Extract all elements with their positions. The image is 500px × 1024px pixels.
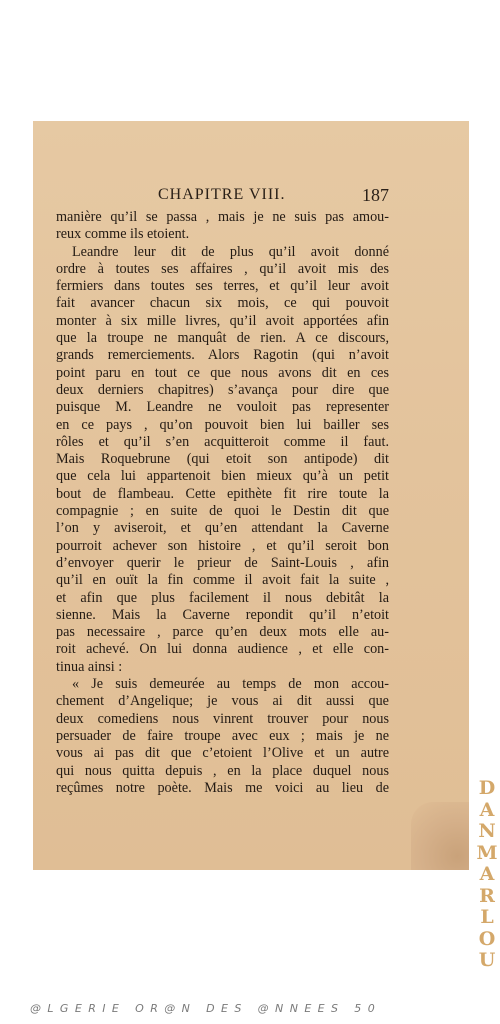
text-line: tinua ainsi :: [56, 658, 123, 675]
text-line: vous ai pas dit que c’etoient l’Olive et un autre: [56, 745, 389, 762]
scanned-book-page: [33, 121, 469, 870]
side-watermark-letter: L: [480, 906, 494, 928]
text-line: fermiers dans toutes ses terres, et qu’il leur avoit: [56, 278, 389, 295]
text-line: que cela lui appartenoit bien mieux qu’à un petit: [56, 468, 389, 485]
side-watermark-letter: O: [478, 927, 496, 950]
side-watermark-letter: A: [479, 798, 495, 821]
text-line: « Je suis demeurée au temps de mon accou-: [72, 676, 389, 693]
text-line: grands remerciements. Alors Ragotin (qui n’avoit: [56, 347, 389, 364]
text-line: et afin que plus facilement il nous debitât la: [56, 589, 389, 606]
text-line: deux derniers chapitres) s’avança pour dire que: [56, 381, 389, 398]
text-line: roit achevé. On lui donna audience , et elle con-: [56, 641, 389, 658]
text-line: qui nous quitta depuis , en la place duquel nous: [56, 762, 389, 779]
page-number: 187: [362, 185, 389, 205]
text-line: d’envoyer querir le prieur de Saint-Louis , afin: [56, 554, 389, 571]
text-line: persuader de faire troupe avec eux ; mais je ne: [56, 727, 389, 744]
text-line: monter à six mille livres, qu’il avoit apportées afin: [56, 312, 389, 329]
text-line: bout de flambeau. Cette epithète fit rire toute la: [56, 485, 389, 502]
text-line: que la troupe ne manquât de rien. A ce discours,: [56, 330, 389, 347]
text-line: chement d’Angelique; je vous ai dit aussi que: [56, 693, 389, 710]
text-line: manière qu’il se passa , mais je ne suis pas amou-: [56, 209, 389, 225]
side-watermark: [476, 778, 498, 972]
footer-watermark: @LGERIE OR@N DES @NNEES 50: [30, 1002, 382, 1015]
text-line: pas necessaire , parce qu’en deux mots elle au-: [56, 624, 389, 641]
chapter-title: CHAPITRE VIII.: [158, 186, 286, 203]
side-watermark-letter: N: [478, 820, 496, 842]
text-line: reçûmes notre poète. Mais me voici au lieu de: [56, 779, 389, 796]
text-line: pourroit achever son histoire , et qu’il seroit bon: [56, 537, 389, 554]
text-line: point paru en tout ce que nous avons dit en ces: [56, 364, 389, 381]
running-head: [33, 186, 469, 208]
text-line: compagnie ; en suite de quoi le Destin dit que: [56, 503, 389, 520]
text-line: ordre à toutes ses affaires , qu’il avoit mis des: [56, 260, 389, 277]
text-line: reux comme ils etoient.: [56, 226, 190, 243]
body-text: [56, 209, 389, 797]
text-line: l’on y aviseroit, et qu’en attendant la Caverne: [56, 520, 389, 537]
text-line: rôles et qu’il s’en acquitteroit comme il faut.: [56, 433, 389, 450]
text-line: en ce pays , qu’on pouvoit bien lui bailler ses: [56, 416, 389, 433]
text-line: Mais Roquebrune (qui etoit son antipode) dit: [56, 451, 389, 468]
text-line: Leandre leur dit de plus qu’il avoit donné: [72, 243, 389, 260]
side-watermark-letter: A: [479, 863, 495, 885]
text-line: qu’il en ouït la fin comme il avoit fait la suite ,: [56, 572, 389, 589]
side-watermark-letter: R: [479, 884, 495, 907]
side-watermark-letter: D: [478, 777, 496, 799]
side-watermark-letter: U: [478, 949, 496, 971]
text-line: fait avancer chacun six mois, ce qui pouvoit: [56, 295, 389, 312]
text-line: puisque M. Leandre ne vouloit pas representer: [56, 399, 389, 416]
text-line: deux comediens nous vinrent trouver pour nous: [56, 710, 389, 727]
side-watermark-letter: M: [476, 841, 498, 864]
text-line: sienne. Mais la Caverne repondit qu’il n’etoit: [56, 606, 389, 623]
